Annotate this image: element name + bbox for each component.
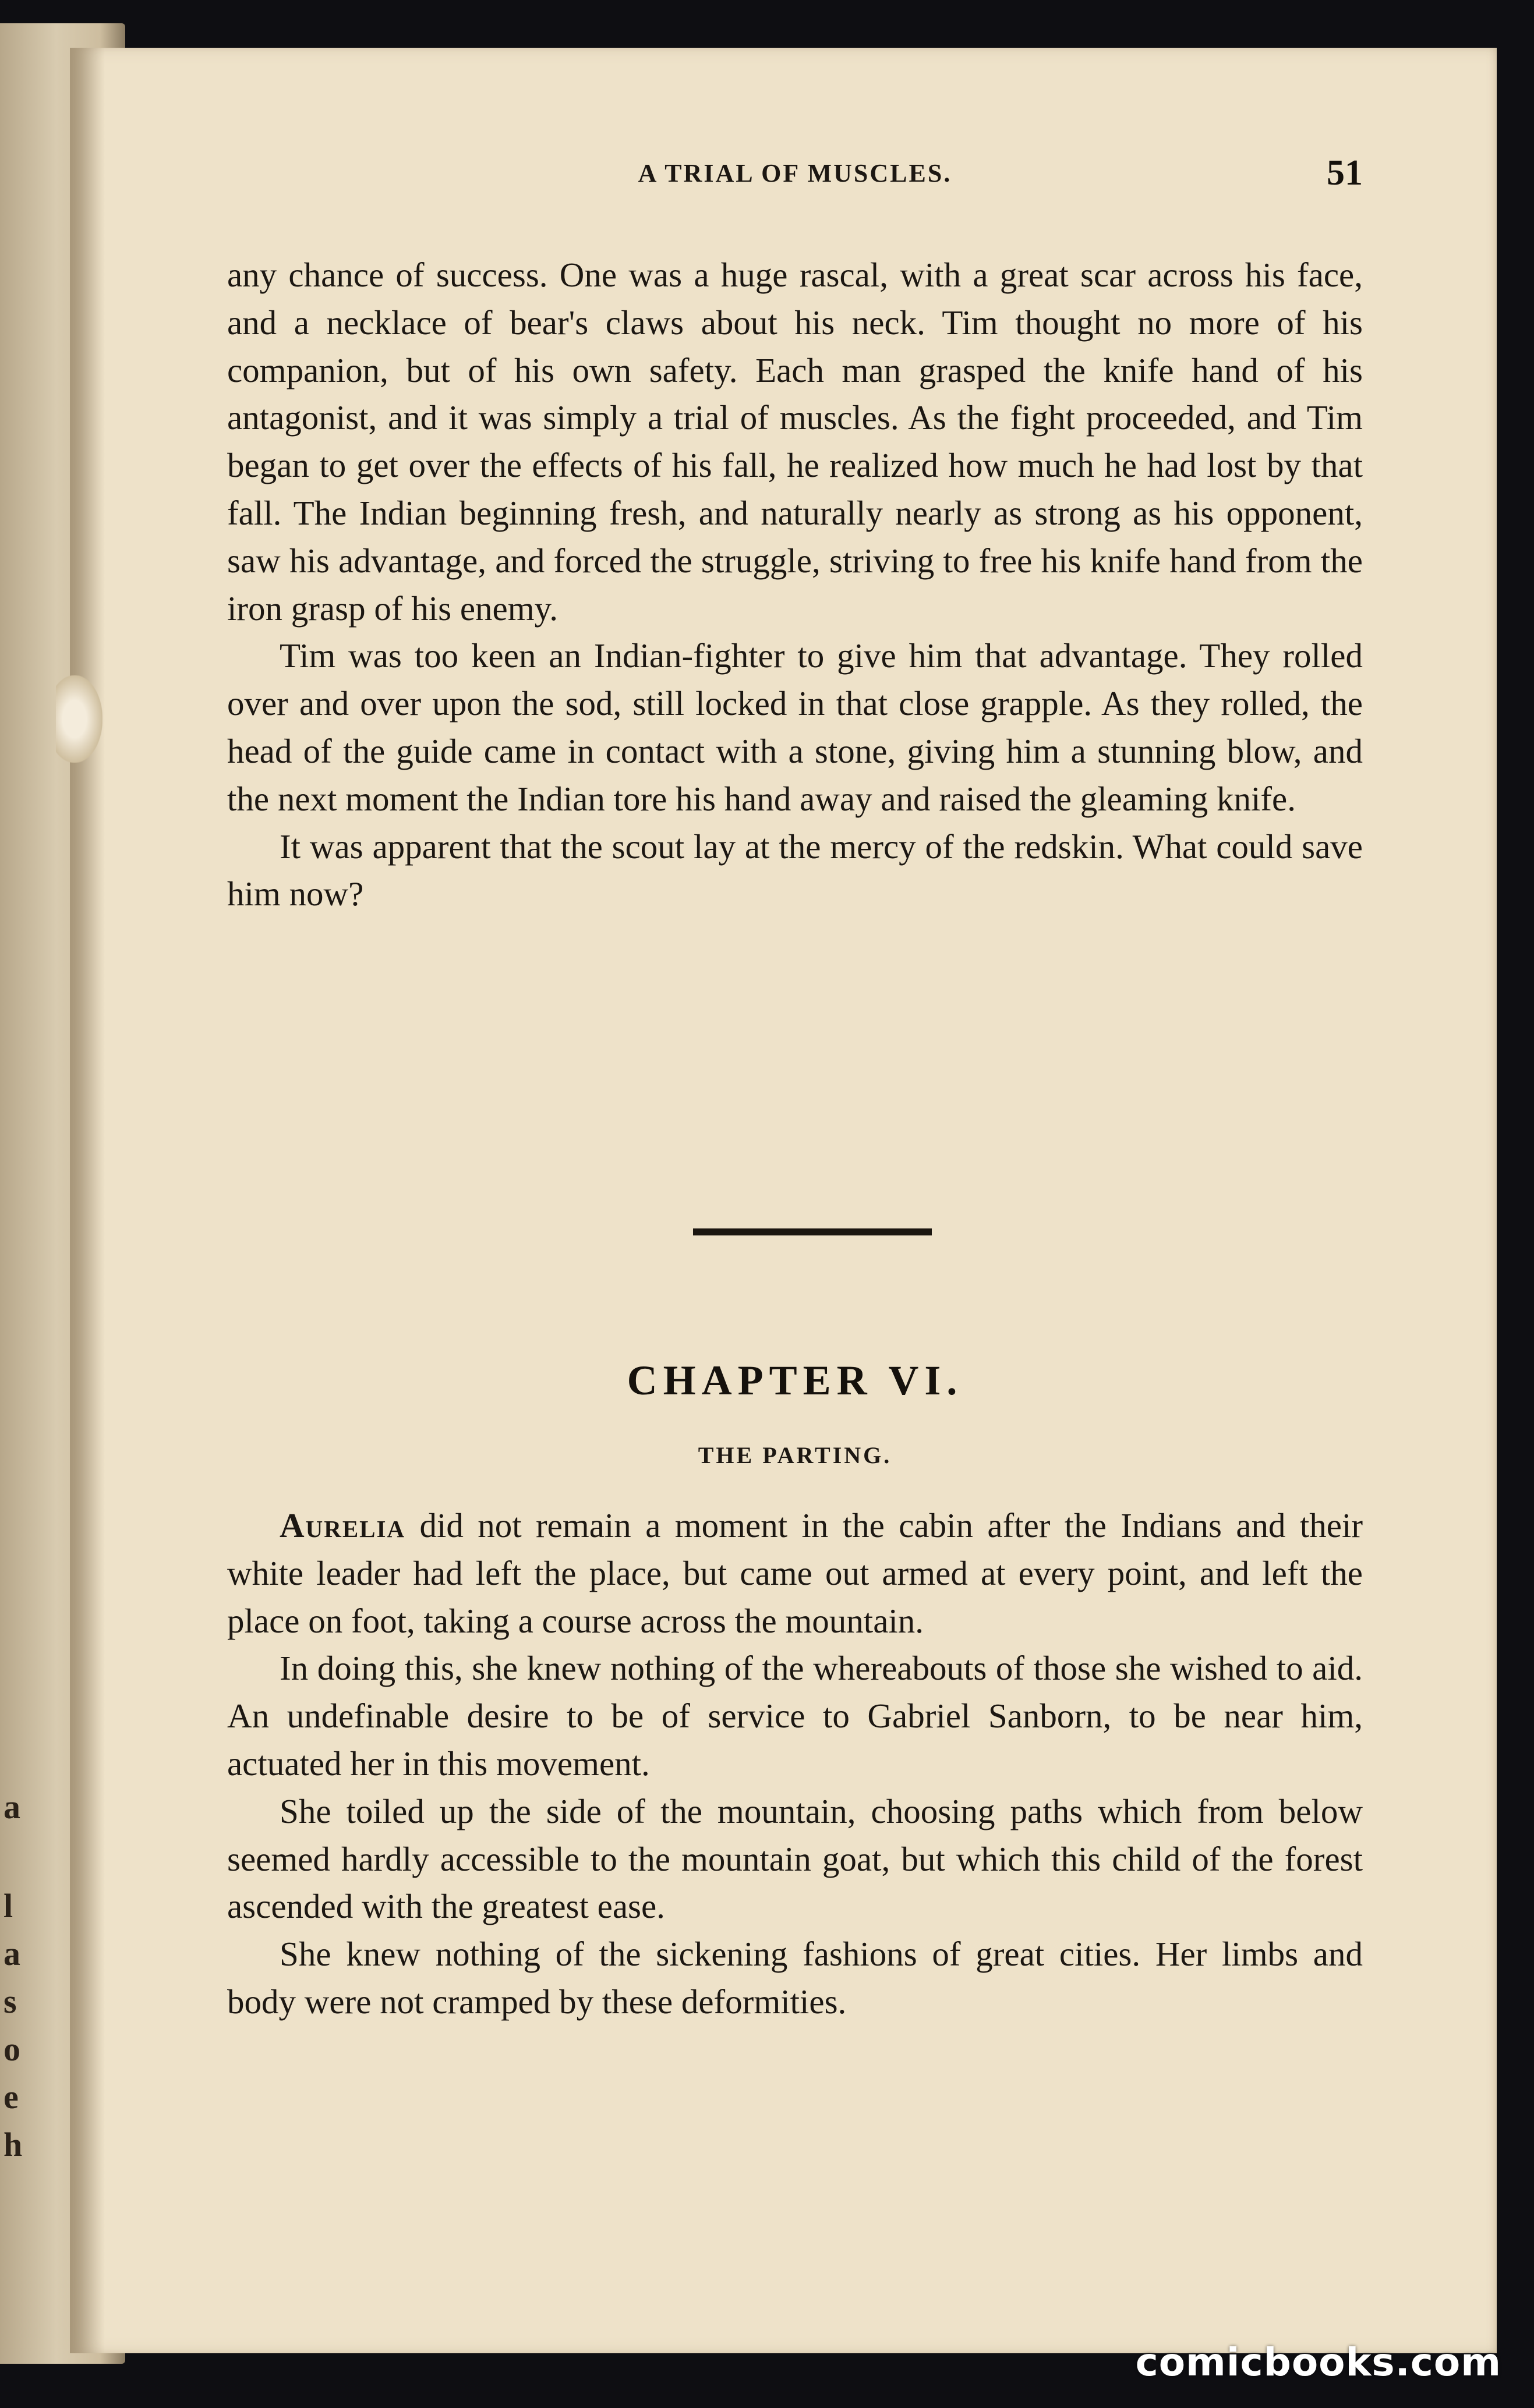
paragraph [227,1502,1363,1645]
paragraph: She knew nothing of the sickening fashions of great cities. Her limbs and body were not cramped by these deformities. [227,1935,1363,2021]
facing-page-letter: a [3,1935,20,1973]
chapter-title: CHAPTER VI. [627,1357,963,1404]
chapter-subtitle: THE PARTING. [698,1442,892,1468]
facing-page-letter: a [3,1788,20,1826]
lead-word: Aurelia [280,1506,406,1545]
paragraph: She toiled up the side of the mountain, choosing paths which from below seemed hardly accessible to the mountain goat, but which this child of the forest ascended with the greatest ease. [227,1791,1363,1926]
paragraph: any chance of success. One was a huge rascal, with a great scar across his face, and a necklace of bear's claws about his neck. Tim thought no more of his companion, but of his own safety. Each man grasped the knife hand of his antagonist, and it was simply a trial of muscles. As the fight proceeded, and Tim began to get over the effects of his fall, he realized how much he had lost by that fall. The Indian beginning fresh, and naturally nearly as strong as his opponent, saw his advantage, and forced the struggle, striving to free his knife hand from the iron grasp of his enemy. [227,256,1363,628]
paragraph: In doing this, she knew nothing of the whereabouts of those she wished to aid. An undefinable desire to be of service to Gabriel Sanborn, to be near him, actuated her in this movement. [227,1649,1363,1783]
page-number: 51 [1327,153,1363,193]
page-tear [56,675,102,763]
facing-page-letter: e [3,2078,19,2116]
watermark: comicbooks.com [1135,2340,1501,2385]
facing-page-letter: l [3,1887,13,1925]
running-head: A TRIAL OF MUSCLES. [638,159,952,187]
paragraph-text: did not remain a moment in the cabin after the Indians and their white leader had left the place, but came out armed at every point, and left the place on foot, taking a course across the mountain. [227,1506,1363,1640]
facing-page-letter: h [3,2126,23,2163]
facing-page-letter: s [3,1982,17,2020]
page-header [227,153,1363,199]
facing-page-letter: o [3,2030,20,2068]
page-gutter [70,48,105,2353]
text-section-1 [227,252,1363,918]
paragraph: It was apparent that the scout lay at the mercy of the redskin. What could save him now? [227,827,1363,913]
paragraph: Tim was too keen an Indian-fighter to give him that advantage. They rolled over and over upon the sod, still locked in that close grapple. As they rolled, the head of the guide came in contact with a stone, giving him a stunning blow, and the next moment the Indian tore his hand away and raised the gleaming knife. [227,636,1363,818]
text-section-2 [227,1502,1363,2026]
section-divider [693,1228,932,1235]
